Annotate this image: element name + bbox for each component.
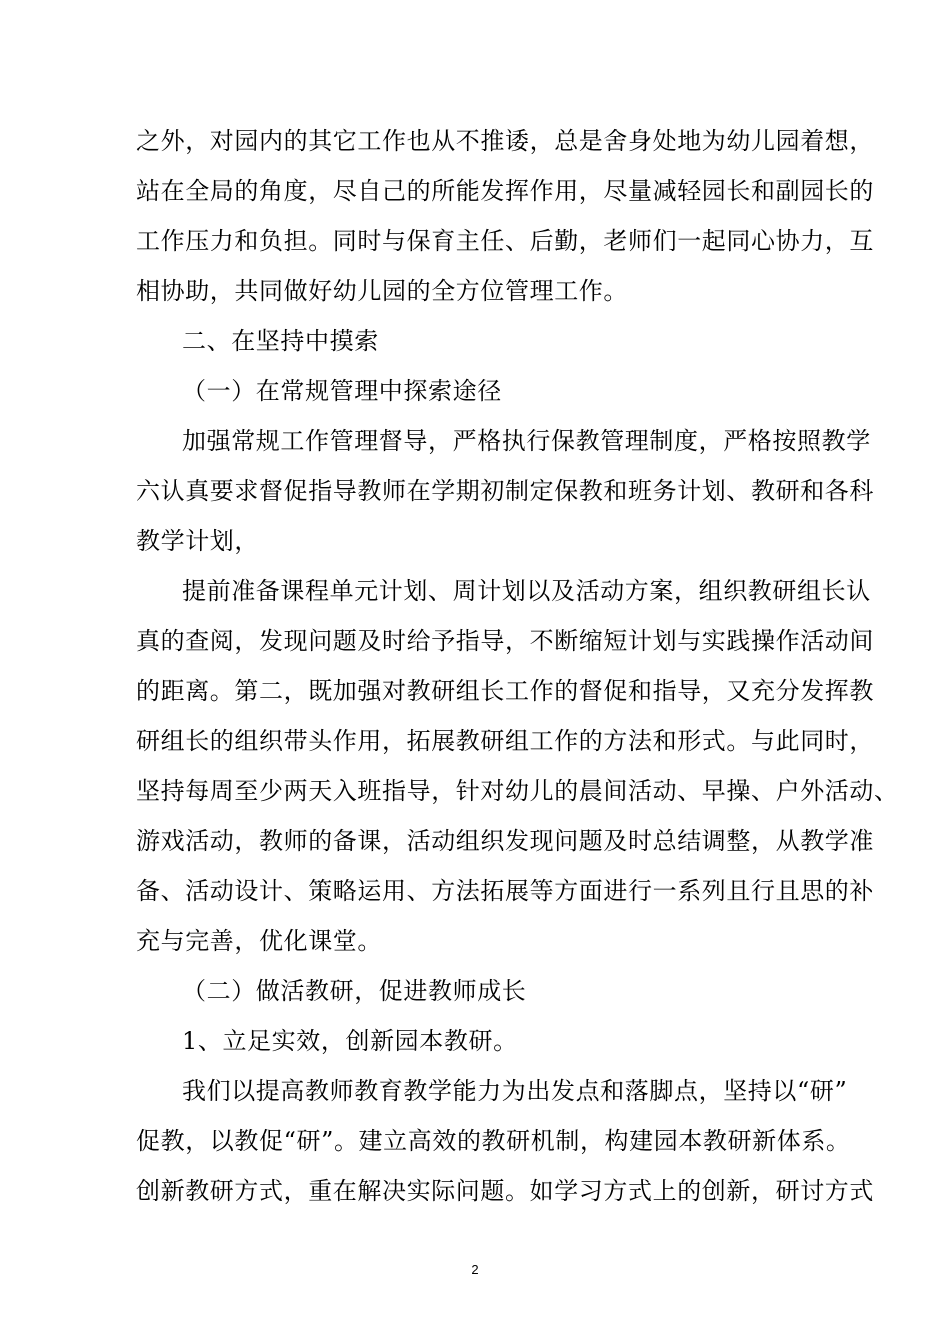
paragraph-line: 加强常规工作管理督导，严格执行保教管理制度，严格按照教学 xyxy=(182,427,871,455)
item-heading: 1、立足实效，创新园本教研。 xyxy=(182,1027,518,1055)
paragraph-line: 六认真要求督促指导教师在学期初制定保教和班务计划、教研和各科 xyxy=(136,477,874,505)
paragraph-line: 我们以提高教师教育教学能力为出发点和落脚点，坚持以“研” xyxy=(182,1077,848,1105)
paragraph-line: 提前准备课程单元计划、周计划以及活动方案，组织教研组长认 xyxy=(182,577,871,605)
paragraph-line: 备、活动设计、策略运用、方法拓展等方面进行一系列且行且思的补 xyxy=(136,877,874,905)
paragraph-line: 相协助，共同做好幼儿园的全方位管理工作。 xyxy=(136,277,628,305)
paragraph-line: 教学计划， xyxy=(136,527,259,555)
paragraph-line: 之外，对园内的其它工作也从不推诿，总是舍身处地为幼儿园着想， xyxy=(136,127,874,155)
paragraph-line: 工作压力和负担。同时与保育主任、后勤，老师们一起同心协力，互 xyxy=(136,227,874,255)
paragraph-line: 真的查阅，发现问题及时给予指导，不断缩短计划与实践操作活动间 xyxy=(136,627,874,655)
section-heading: 二、在坚持中摸索 xyxy=(182,327,379,355)
paragraph-line: 研组长的组织带头作用，拓展教研组工作的方法和形式。与此同时， xyxy=(136,727,874,755)
paragraph-line: 站在全局的角度，尽自己的所能发挥作用，尽量减轻园长和副园长的 xyxy=(136,177,874,205)
paragraph-line: 坚持每周至少两天入班指导，针对幼儿的晨间活动、早操、户外活动、 xyxy=(136,777,899,805)
paragraph-line: 游戏活动，教师的备课，活动组织发现问题及时总结调整，从教学准 xyxy=(136,827,874,855)
paragraph-line: 促教，以教促“研”。建立高效的教研机制，构建园本教研新体系。 xyxy=(136,1127,851,1155)
paragraph-line: 的距离。第二，既加强对教研组长工作的督促和指导，又充分发挥教 xyxy=(136,677,874,705)
subsection-heading: （二）做活教研，促进教师成长 xyxy=(182,977,527,1005)
page-number: 2 xyxy=(471,1262,479,1277)
subsection-heading: （一）在常规管理中探索途径 xyxy=(182,377,502,405)
paragraph-line: 创新教研方式，重在解决实际问题。如学习方式上的创新，研讨方式 xyxy=(136,1177,874,1205)
paragraph-line: 充与完善，优化课堂。 xyxy=(136,927,382,955)
